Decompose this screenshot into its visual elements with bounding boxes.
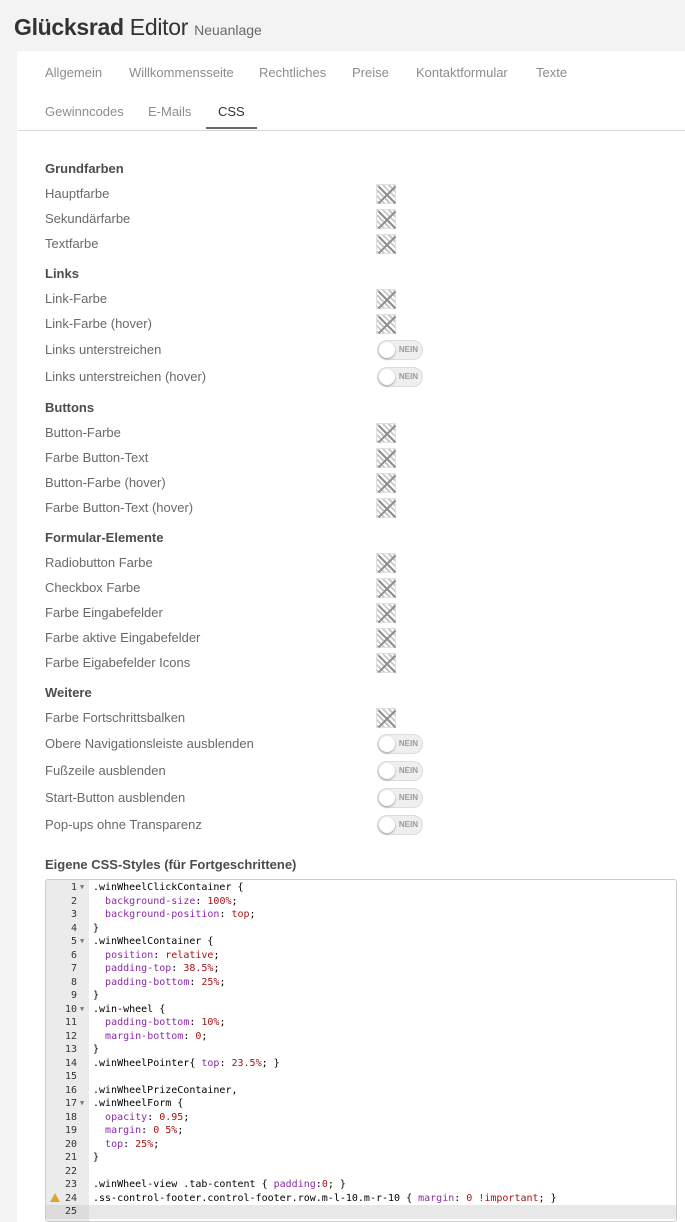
setting-row-start-button-ausblenden: [45, 784, 445, 811]
section-title-buttons: Buttons: [45, 400, 95, 415]
setting-row-farbe-button-text: [45, 445, 445, 470]
setting-label: Links unterstreichen (hover): [45, 369, 207, 384]
code-text: }: [93, 1044, 100, 1055]
code-line[interactable]: [46, 949, 677, 963]
toggle-state-label: NEIN: [398, 820, 418, 829]
toggle-state-label: NEIN: [398, 739, 418, 748]
color-picker-icon[interactable]: [376, 209, 396, 229]
code-line[interactable]: [46, 1003, 677, 1017]
code-text: }: [93, 1152, 100, 1163]
tab-preise[interactable]: Preise: [352, 65, 389, 80]
code-line[interactable]: [46, 1138, 677, 1152]
setting-row-obere-navigationsleiste-ausblenden: [45, 730, 445, 757]
warning-icon: [50, 1193, 60, 1202]
code-line[interactable]: [46, 1178, 677, 1192]
toggle-state-label: NEIN: [398, 372, 418, 381]
color-picker-icon[interactable]: [376, 473, 396, 493]
code-text: .win-wheel {: [93, 1003, 166, 1015]
setting-row-radiobutton-farbe: [45, 550, 445, 575]
line-number: 4: [70, 922, 77, 934]
setting-label: Textfarbe: [45, 236, 99, 251]
code-line[interactable]: [46, 1205, 677, 1219]
line-number: 9: [70, 990, 77, 1001]
section-title-formular-elemente: Formular-Elemente: [45, 530, 164, 545]
color-picker-icon[interactable]: [376, 553, 396, 573]
color-picker-icon[interactable]: [376, 603, 396, 623]
setting-label: Obere Navigationsleiste ausblenden: [45, 736, 254, 751]
toggle-switch[interactable]: [377, 367, 423, 387]
toggle-knob: [379, 369, 395, 385]
setting-row-button-farbe-hover: [45, 470, 445, 495]
line-number: 13: [64, 1044, 77, 1055]
setting-row-links-unterstreichen: [45, 336, 445, 363]
toggle-switch[interactable]: [377, 734, 423, 754]
line-number: 2: [70, 895, 77, 907]
code-text: .ss-control-footer.control-footer.row.m-l-10.m-r-10 { margin: 0 !important; }: [93, 1192, 557, 1204]
code-text: }: [93, 922, 100, 934]
setting-row-farbe-aktive-eingabefelder: [45, 625, 445, 650]
toggle-knob: [379, 790, 395, 806]
line-number: 24: [64, 1192, 77, 1204]
color-picker-icon[interactable]: [376, 314, 396, 334]
toggle-knob: [379, 342, 395, 358]
setting-row-button-farbe: [45, 420, 445, 445]
setting-label: Farbe Button-Text: [45, 450, 149, 465]
toggle-state-label: NEIN: [398, 766, 418, 775]
code-text: .winWheelPrizeContainer,: [93, 1084, 238, 1096]
code-text: padding-bottom: 10%;: [105, 1017, 226, 1028]
setting-row-link-farbe-hover: [45, 311, 445, 336]
setting-row-textfarbe: [45, 231, 445, 256]
code-line[interactable]: [46, 1016, 677, 1030]
line-number: 1: [70, 882, 77, 893]
section-title-weitere: Weitere: [45, 685, 92, 700]
line-number: 20: [64, 1138, 77, 1150]
color-picker-icon[interactable]: [376, 498, 396, 518]
setting-label: Pop-ups ohne Transparenz: [45, 817, 202, 832]
fold-arrow-icon[interactable]: ▼: [80, 883, 85, 891]
setting-label: Button-Farbe: [45, 425, 121, 440]
code-text: .winWheelContainer {: [93, 936, 214, 947]
code-text: margin: 0 5%;: [105, 1125, 184, 1136]
toggle-state-label: NEIN: [398, 793, 418, 802]
code-line[interactable]: [46, 895, 677, 909]
code-line[interactable]: [46, 1124, 677, 1138]
tab-texte[interactable]: Texte: [536, 65, 568, 80]
setting-label: Radiobutton Farbe: [45, 555, 153, 570]
code-line[interactable]: [46, 1097, 677, 1111]
line-number: 22: [64, 1165, 77, 1177]
setting-label: Link-Farbe (hover): [45, 316, 152, 331]
code-text: .winWheelForm {: [93, 1098, 184, 1109]
code-text: .winWheel-view .tab-content { padding:0; }: [93, 1179, 346, 1190]
code-text: background-position: top;: [105, 909, 256, 920]
fold-arrow-icon[interactable]: ▼: [80, 937, 85, 945]
setting-label: Farbe Fortschrittsbalken: [45, 710, 186, 725]
setting-label: Button-Farbe (hover): [45, 475, 166, 490]
color-picker-icon[interactable]: [376, 578, 396, 598]
setting-label: Farbe aktive Eingabefelder: [45, 630, 201, 645]
setting-row-sekund-rfarbe: [45, 206, 445, 231]
tab-divider: [18, 130, 685, 131]
color-picker-icon[interactable]: [376, 423, 396, 443]
code-line[interactable]: [46, 976, 677, 990]
section-title-grundfarben: Grundfarben: [45, 161, 124, 176]
setting-label: Sekundärfarbe: [45, 211, 131, 226]
tab-allgemein[interactable]: Allgemein: [45, 65, 103, 80]
setting-row-pop-ups-ohne-transparenz: [45, 811, 445, 838]
code-line[interactable]: [46, 1192, 677, 1206]
code-text: opacity: 0.95;: [105, 1111, 190, 1123]
css-code-editor[interactable]: [45, 879, 677, 1222]
tab-e-mails[interactable]: E-Mails: [148, 104, 192, 119]
color-picker-icon[interactable]: [376, 234, 396, 254]
tab-willkommensseite[interactable]: Willkommensseite: [129, 65, 234, 80]
setting-row-farbe-button-text-hover: [45, 495, 445, 520]
color-picker-icon[interactable]: [376, 708, 396, 728]
setting-row-farbe-fortschrittsbalken: [45, 705, 445, 730]
setting-label: Checkbox Farbe: [45, 580, 141, 595]
line-number: 19: [64, 1125, 77, 1136]
code-line[interactable]: [46, 1111, 677, 1125]
line-number: 16: [64, 1084, 77, 1096]
code-text: position: relative;: [105, 949, 220, 961]
line-number: 18: [64, 1111, 77, 1123]
setting-label: Link-Farbe: [45, 291, 108, 306]
setting-label: Links unterstreichen: [45, 342, 162, 357]
tab-kontaktformular[interactable]: Kontaktformular: [416, 65, 508, 80]
css-editor-title: Eigene CSS-Styles (für Fortgeschrittene): [45, 857, 297, 872]
title-bold: Glücksrad: [14, 14, 124, 40]
setting-label: Hauptfarbe: [45, 186, 110, 201]
tab-gewinncodes[interactable]: Gewinncodes: [45, 104, 124, 119]
setting-row-hauptfarbe: [45, 181, 445, 206]
code-line[interactable]: [46, 989, 677, 1003]
code-line[interactable]: [46, 1043, 677, 1057]
setting-row-links-unterstreichen-hover: [45, 363, 445, 390]
page-subtitle: Neuanlage: [194, 22, 262, 38]
line-number: 7: [70, 963, 77, 974]
setting-row-fu-zeile-ausblenden: [45, 757, 445, 784]
line-number: 23: [64, 1179, 77, 1190]
setting-row-checkbox-farbe: [45, 575, 445, 600]
setting-label: Farbe Button-Text (hover): [45, 500, 194, 515]
setting-label: Farbe Eingabefelder: [45, 605, 163, 620]
color-picker-icon[interactable]: [376, 653, 396, 673]
code-text: padding-bottom: 25%;: [105, 976, 226, 988]
line-number: 3: [70, 909, 77, 920]
code-line[interactable]: [46, 1165, 677, 1179]
code-line[interactable]: [46, 935, 677, 949]
toggle-switch[interactable]: [377, 761, 423, 781]
color-picker-icon[interactable]: [376, 184, 396, 204]
tab-rechtliches[interactable]: Rechtliches: [259, 65, 327, 80]
code-line[interactable]: [46, 1030, 677, 1044]
editor-panel: [17, 51, 685, 1222]
toggle-switch[interactable]: [377, 788, 423, 808]
color-picker-icon[interactable]: [376, 289, 396, 309]
setting-row-farbe-eigabefelder-icons: [45, 650, 445, 675]
line-number: 14: [64, 1057, 77, 1069]
code-line[interactable]: [46, 962, 677, 976]
section-title-links: Links: [45, 266, 79, 281]
page-header: [14, 14, 262, 44]
setting-row-link-farbe: [45, 286, 445, 311]
setting-label: Start-Button ausblenden: [45, 790, 186, 805]
code-line[interactable]: [46, 922, 677, 936]
toggle-state-label: NEIN: [398, 345, 418, 354]
line-number: 15: [64, 1071, 77, 1082]
fold-arrow-icon[interactable]: ▼: [80, 1004, 85, 1013]
code-text: }: [93, 990, 100, 1001]
setting-label: Fußzeile ausblenden: [45, 763, 166, 778]
settings-list: [45, 156, 445, 838]
line-number: 25: [46, 1205, 89, 1219]
line-number: 12: [64, 1030, 77, 1042]
code-text: .winWheelPointer{ top: 23.5%; }: [93, 1057, 280, 1069]
toggle-knob: [379, 817, 395, 833]
line-number: 6: [70, 949, 77, 961]
code-text: margin-bottom: 0;: [105, 1030, 208, 1042]
line-number: 5: [70, 936, 77, 947]
code-line[interactable]: [46, 1084, 677, 1098]
fold-arrow-icon[interactable]: ▼: [80, 1099, 85, 1107]
toggle-switch[interactable]: [377, 340, 423, 360]
title-light: Editor: [129, 14, 189, 40]
line-number: 8: [70, 976, 77, 988]
line-number: 11: [64, 1017, 77, 1028]
editor-lines: [46, 881, 677, 1219]
toggle-knob: [379, 763, 395, 779]
code-text: top: 25%;: [105, 1138, 160, 1150]
line-number: 10: [64, 1003, 77, 1015]
line-number: 17: [64, 1098, 77, 1109]
code-line[interactable]: [46, 1151, 677, 1165]
line-number: 21: [64, 1152, 77, 1163]
code-line[interactable]: [46, 1057, 677, 1071]
code-text: padding-top: 38.5%;: [105, 963, 220, 974]
code-line[interactable]: [46, 908, 677, 922]
toggle-switch[interactable]: [377, 815, 423, 835]
code-text: background-size: 100%;: [105, 895, 238, 907]
toggle-knob: [379, 736, 395, 752]
color-picker-icon[interactable]: [376, 628, 396, 648]
code-text: .winWheelClickContainer {: [93, 882, 244, 893]
code-line[interactable]: [46, 881, 677, 895]
setting-row-farbe-eingabefelder: [45, 600, 445, 625]
setting-label: Farbe Eigabefelder Icons: [45, 655, 191, 670]
tab-css[interactable]: CSS: [218, 104, 245, 119]
color-picker-icon[interactable]: [376, 448, 396, 468]
code-line[interactable]: [46, 1070, 677, 1084]
